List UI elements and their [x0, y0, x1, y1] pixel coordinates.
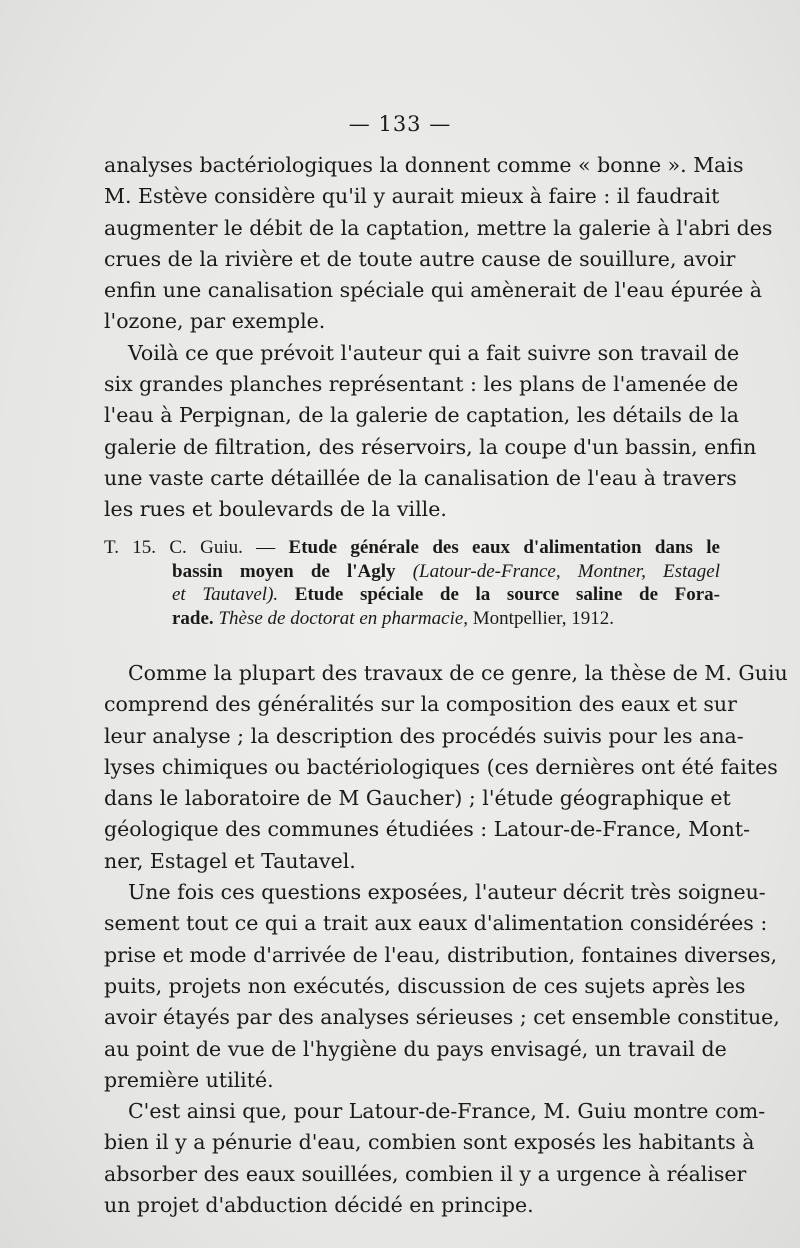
text-line: absorber des eaux souillées, combien il y a urgence à réaliser: [104, 1161, 747, 1186]
text-line: bien il y a pénurie d'eau, combien sont exposés les habitants à: [104, 1130, 755, 1155]
text-line: une vaste carte détaillée de la canalisation de l'eau à travers: [104, 465, 737, 490]
text-line: l'ozone, par exemple.: [104, 309, 326, 334]
entry-title-1: Etude générale des eaux d'alimentation dans le: [288, 537, 720, 558]
entry-places: (Latour-de-France, Montner, Estagel: [412, 560, 720, 582]
entry-title-3: Etude spéciale de la source saline de Fora-: [294, 584, 720, 605]
page-number: — 133 —: [348, 112, 452, 136]
text-line: comprend des généralités sur la composition des eaux et sur: [104, 692, 737, 717]
section-guiu-review: [104, 658, 788, 1221]
bibliography-entry: [104, 536, 720, 630]
entry-places-cont: et Tautavel).: [172, 584, 279, 605]
section-estevе-summary: [104, 150, 773, 526]
text-line: sement tout ce qui a trait aux eaux d'alimentation considérées :: [104, 911, 768, 936]
entry-line: [104, 560, 720, 584]
text-line: six grandes planches représentant : les plans de l'amenée de: [104, 372, 739, 397]
text-line: crues de la rivière et de toute autre cause de souillure, avoir: [104, 246, 736, 271]
text-line: augmenter le débit de la captation, mettre la galerie à l'abri des: [104, 215, 773, 240]
entry-line: [104, 607, 720, 631]
text-line: les rues et boulevards de la ville.: [104, 497, 447, 522]
text-line: un projet d'abduction décidé en principe.: [104, 1193, 534, 1218]
text-line: dans le laboratoire de M Gaucher) ; l'étude géographique et: [104, 786, 731, 811]
text-line: enfin une canalisation spéciale qui amènerait de l'eau épurée à: [104, 278, 763, 303]
text-line: lyses chimiques ou bactériologiques (ces dernières ont été faites: [104, 754, 778, 779]
text-line: première utilité.: [104, 1067, 274, 1092]
text-line: galerie de filtration, des réservoirs, la coupe d'un bassin, enfin: [104, 434, 757, 459]
text-line: C'est ainsi que, pour Latour-de-France, M. Guiu montre com-: [128, 1099, 766, 1124]
text-line: au point de vue de l'hygiène du pays envisagé, un travail de: [104, 1036, 727, 1061]
entry-place-year: Montpellier, 1912.: [472, 607, 614, 629]
text-line: prise et mode d'arrivée de l'eau, distribution, fontaines diverses,: [104, 942, 778, 967]
text-line: leur analyse ; la description des procédés suivis pour les ana-: [104, 723, 744, 748]
text-line: puits, projets non exécutés, discussion de ces sujets après les: [104, 973, 746, 998]
text-line: géologique des communes étudiées : Latour-de-France, Mont-: [104, 817, 751, 842]
entry-ref: T. 15. C. Guiu. —: [104, 537, 276, 558]
text-line: Voilà ce que prévoit l'auteur qui a fait suivre son travail de: [128, 340, 740, 365]
text-line: Une fois ces questions exposées, l'auteur décrit très soigneu-: [128, 880, 766, 905]
entry-thesis: Thèse de doctorat en pharmacie,: [218, 607, 469, 629]
text-line: l'eau à Perpignan, de la galerie de captation, les détails de la: [104, 403, 739, 428]
text-line: M. Estève considère qu'il y aurait mieux à faire : il faudrait: [104, 184, 720, 209]
entry-title-3-end: rade.: [172, 607, 214, 629]
text-line: ner, Estagel et Tautavel.: [104, 848, 356, 873]
text-line: avoir étayés par des analyses sérieuses ; cet ensemble constitue,: [104, 1005, 780, 1030]
entry-line: [104, 583, 720, 607]
entry-title-2: bassin moyen de l'Agly: [172, 560, 396, 582]
entry-line: [104, 536, 720, 560]
text-line: analyses bactériologiques la donnent comme « bonne ». Mais: [104, 153, 744, 177]
text-line: Comme la plupart des travaux de ce genre, la thèse de M. Guiu: [128, 661, 788, 685]
